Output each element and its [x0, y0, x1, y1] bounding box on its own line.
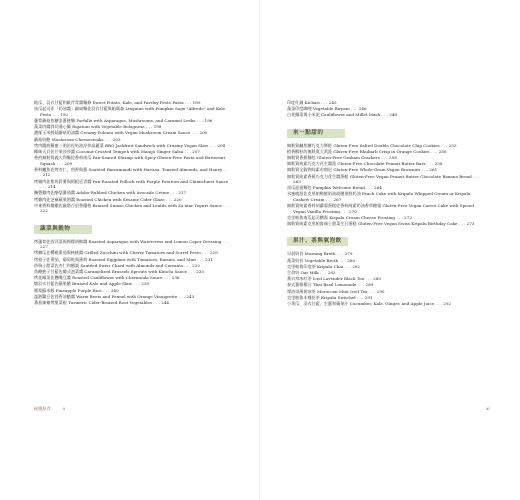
toc-entry: 無麩質香蕉麵包 Gluten-Free Graham Crackers . . . 258	[287, 154, 397, 160]
toc-entry: 鳳梨蘇米飯 Pineapple Purple Rice . . . 240	[34, 287, 119, 293]
toc-entry: 克里帕魯木槿花茶 Kripalu Switchel . . . 291	[287, 294, 373, 300]
section-label-vegetables-grains: 蔬菜與穀物	[34, 225, 92, 234]
toc-entry: 番茄辣椒烤甜菜根 Turmeric Cider-Braised Root Vegetables . . . 244	[34, 299, 169, 305]
book-title-label: 極簡原食	[34, 406, 51, 411]
toc-entry: 炒瑞士甜菜佐杏仁和醋栗 Sautéed Swiss Chard with Almonds and Currants . . . 232	[34, 262, 200, 268]
toc-entry: 溫熱蠶豆佐茴香油醋醬 Warm Beets and Fennel with Orange Vinaigrette . . . 243	[34, 293, 195, 299]
toc-entry: 醃製雞肉佐酪梨蕃茄醬 Adobo-Rubbed Chicken with Avocado Crème . . . 217	[34, 190, 187, 196]
toc-entry: 烤花椰菜佐鷹嘴豆醬 Roasted Cauliflower with Chermoula Sauce . . . 236	[34, 275, 180, 281]
right-entries-bottom	[287, 251, 483, 306]
toc-entry: 小黃瓜、羽衣甘藍、生薑和蘋果汁 Cucumber, Kale, Ginger, and Apple Juice . . . 292	[287, 300, 452, 306]
toc-entry: 焦糖抱子甘藍佐韓式泡菜醬 Caramelized Brussels Sprouts with Kimchi Sauce . . . 235	[34, 268, 204, 274]
toc-entry: 蔬菜肉醬斜切通心麵 Rigatoni with Vegetable Bolognese . . . 198	[34, 124, 162, 130]
toc-entry: 南瓜迎賓麵包 Pumpkin Welcome Bread . . . 264	[287, 185, 382, 191]
toc-entry: 水蜜桃派佐克里帕勒鮮奶油或腰果鮮奶油 Peach Cake with Kripalu Whipped Cream or Kripalu Cashew Cream . . . 267	[287, 191, 471, 203]
toc-entry: 濃郁玉米鮮菇蘑菇奶油醬 Creamy Polenta with Vegan Mushroom Cream Sauce . . . 200	[34, 130, 208, 136]
left-entries-bottom	[34, 239, 230, 306]
toc-entry: 中東香料燉雞佐薩塔百里香優格 Braised Sumac Chicken and Lentils with Za'atar Yogurt Sauce . . . 222	[34, 202, 230, 214]
section-label-desserts: 來一點甜的	[287, 129, 345, 138]
toc-entry: 蔬菜印度咖哩 Vegetable Biryani . . . 246	[287, 106, 367, 112]
right-toc-column	[287, 100, 483, 307]
toc-entry: 蘆筍蘑菇焦糖韭蔥捲麵 Farfalle with Asparagus, Mushrooms, and Caramel Leeks . . . 196	[34, 117, 213, 123]
toc-entry: 橙香酥粒的無麩質大黃派 Gluten-Free Rhubarb Crisp in Orange Cookies . . . 256	[287, 148, 447, 154]
toc-entry: 椰絲天貝佐芒果莎莎醬 Coconut-Crusted Tempeh with Mango Ginger Salsa . . . 207	[34, 148, 200, 154]
toc-entry: 燉羽衣甘藍佐蘋果醋 Braised Kale and Apple Slaw . . . 239	[34, 281, 150, 287]
toc-entry: 無麩質純素克里帕魯瑞士甜菜生日蛋糕 Gluten-Free Vegan Swiss Kripalu Birthday Cake . . . 273	[287, 221, 475, 227]
toc-entry: 烤茄子佐番茄、葡萄乾與薄荷 Roasted Eggplant with Tomatoes, Raisins, and Mint . . . 231	[34, 256, 213, 262]
toc-entry: 香煎無麩質義大利麵佐香料南瓜 Pan-Seared Shrimp with Spicy Gluten-Free Pasta and Butternut Squash . . . 209	[34, 155, 226, 166]
toc-entry: 無麩質鹹焦糖巧克力餅乾 Gluten-Free Salted Double Chocolate Chip Cookies . . . 253	[287, 142, 457, 148]
section-label-drinks: 果汁、茶與氣泡飲	[287, 237, 348, 246]
toc-entry: 烤肉醬波羅蜜三明治佐奶油涼拌高麗菜 BBQ Jackfruit Sandwich with Creamy Vegan Slaw . . . 204	[34, 142, 226, 148]
toc-entry: 克里帕魯印度茶 Kripalu Chai . . . 282	[287, 263, 361, 269]
left-page-number: x	[62, 406, 66, 411]
toc-entry: 無麩質純素香蕉巧克力花生醬蛋糕 Gluten-Free Vegan Peanut Butter Chocolate Banana Bread . . . 263	[287, 173, 480, 185]
toc-entry: 烤蘆筍佐西洋菜與檸檬胡椒醬 Roasted Asparagus with Watercress and Lemon Caper Dressing . . . 227	[34, 238, 230, 250]
toc-entry: 印度什錦 Kichari . . . 245	[287, 100, 337, 105]
right-entries-top	[287, 100, 483, 118]
toc-entry: 摩洛哥薄荷冰茶 Moroccan Mint Iced Tea . . . 290	[287, 288, 385, 294]
toc-entry: 無麩質純素香料胡蘿蔔蛋糕佐香料純素奶油香草糖霜 Gluten-Free Vegan Carrot Cake with Spiced Vegan Vanilla Frosting . . . 270	[287, 203, 474, 214]
left-footer	[34, 406, 65, 412]
toc-entry: 無麩質全穀物純素布朗尼 Gluten-Free Whole-Grain Vegan Brownies . . . 261	[287, 167, 438, 173]
left-entries-top	[34, 100, 230, 214]
toc-entry: 泰式薑檸檬汁 Thai Basil Lemonade . . . 289	[287, 282, 374, 288]
toc-entry: 蘑菇奶酪 Mushroom Cheesesteaks . . . 203	[34, 136, 121, 142]
right-entries-mid	[287, 143, 483, 227]
toc-entry: 白花椰菜與小米泥 Cauliflower and Millet Mash . . . 248	[287, 112, 398, 118]
toc-entry: 生命奶 Oat Milk . . . 283	[287, 269, 336, 275]
left-toc-column	[34, 100, 230, 306]
toc-entry: 香料鱸魚佐烤杏仁、茴香與蔥 Sautéed Barramundi with Harissa, Toasted Almonds, and Honey . . . 212	[34, 166, 228, 178]
toc-entry: 地瓜、羽衣甘藍和歐芹青醬麵條 Sweet Potato, Kale, and Parsley Pesto Pasta . . . 189	[34, 100, 201, 105]
right-page	[260, 0, 520, 500]
toc-entry: 早晨奶昔 Morning Broth . . . 279	[287, 251, 353, 257]
right-page-number: xi	[486, 406, 490, 411]
toc-entry: 薰衣草冰紅茶 Iced Lavender Black Tea . . . 285	[287, 276, 381, 282]
toc-entry: 南瓜起司伴「奶油醬」細扁麵佐羽衣甘藍與帕瑪森 Linguine with Pumpkin Sage "Alfredo" and Kale Pesto . . . 192	[34, 106, 226, 117]
toc-entry: 烤豬肉佐紫馬鈴薯與阿根廷青醬 Pan-Roasted Pollock with Purple Potatoes and Chimichurri Sauce . . . 214	[34, 178, 229, 190]
toc-entry: 蔬菜奶昔 Vegetable Broth . . . 280	[287, 257, 356, 263]
toc-entry: 烤雞肉佐芝麻蘋果酒醬 Roasted Chicken with Sesame Cider Glaze . . . 220	[34, 196, 182, 202]
toc-entry: 克里帕魯南瓜起司糖霜 Kripalu Cream Cheese Frosting . . . 272	[287, 215, 412, 221]
toc-entry: 無麩質純素巧克力花生醬派 Gluten-Free Chocolate Peanut Butter Bars . . . 258	[287, 161, 443, 167]
toc-entry: 烤櫛瓜佐櫻桃番茄與核桃醬 Grilled Zucchini with Cherry Tomatoes and Sorrel Pesto . . . 229	[34, 250, 218, 256]
